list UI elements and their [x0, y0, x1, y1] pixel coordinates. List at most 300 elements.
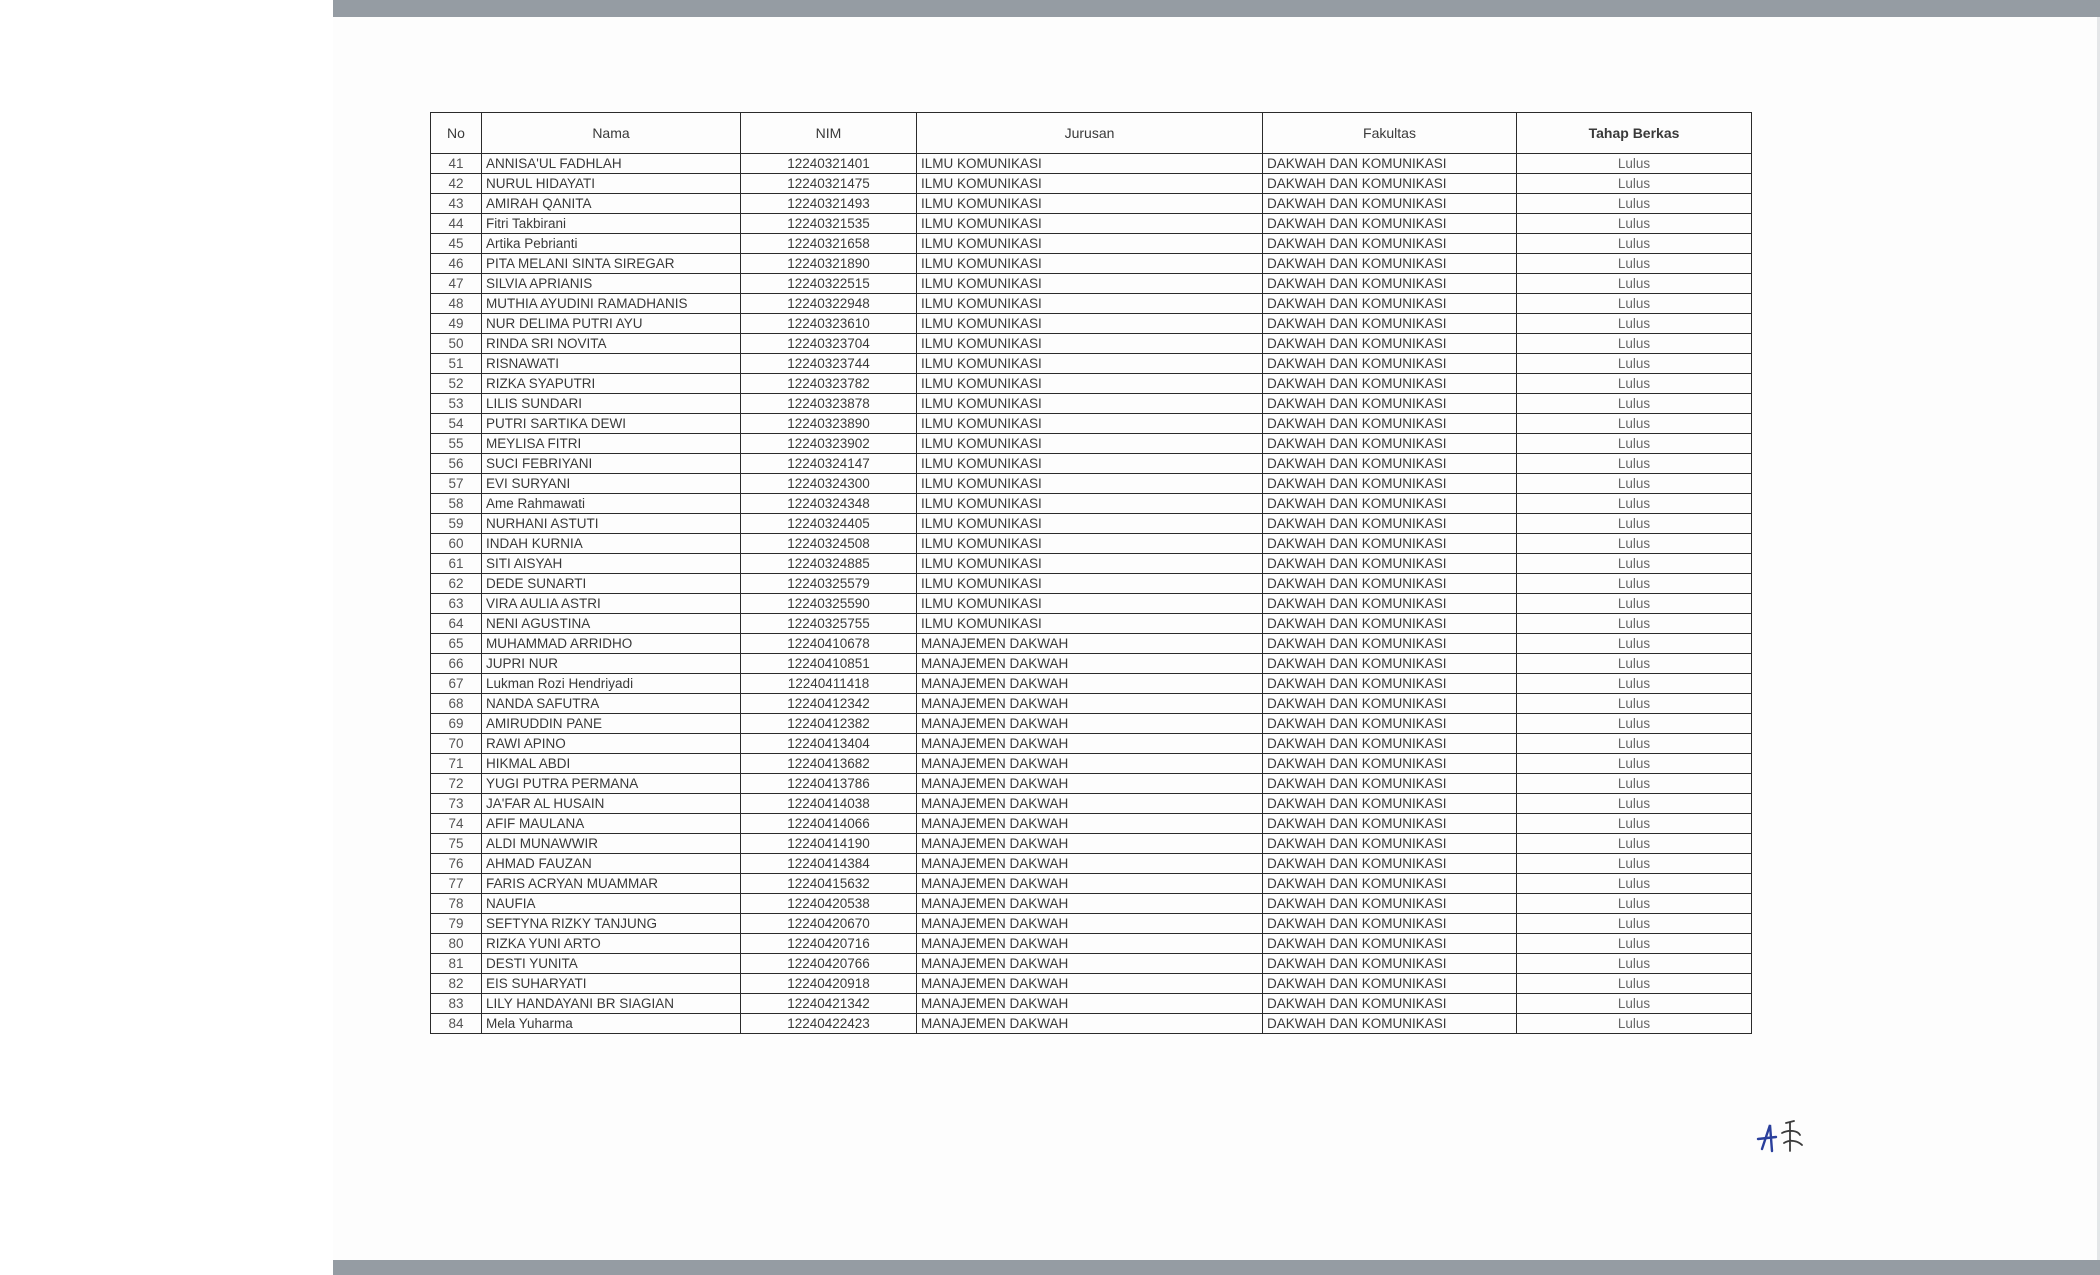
table-row: [431, 774, 1752, 794]
cell-no: 73: [431, 794, 482, 814]
cell-fakultas: DAKWAH DAN KOMUNIKASI: [1263, 294, 1517, 314]
cell-nim: 12240321890: [741, 254, 917, 274]
table-row: [431, 814, 1752, 834]
cell-tahap-berkas: Lulus: [1517, 254, 1752, 274]
cell-tahap-berkas: Lulus: [1517, 814, 1752, 834]
table-row: [431, 1014, 1752, 1034]
cell-nim: 12240321475: [741, 174, 917, 194]
cell-jurusan: ILMU KOMUNIKASI: [917, 514, 1263, 534]
cell-tahap-berkas: Lulus: [1517, 214, 1752, 234]
table-row: [431, 634, 1752, 654]
cell-nim: 12240325579: [741, 574, 917, 594]
cell-fakultas: DAKWAH DAN KOMUNIKASI: [1263, 754, 1517, 774]
cell-nim: 12240415632: [741, 874, 917, 894]
table-row: [431, 254, 1752, 274]
cell-tahap-berkas: Lulus: [1517, 234, 1752, 254]
table-row: [431, 714, 1752, 734]
cell-jurusan: MANAJEMEN DAKWAH: [917, 974, 1263, 994]
cell-tahap-berkas: Lulus: [1517, 494, 1752, 514]
cell-jurusan: MANAJEMEN DAKWAH: [917, 834, 1263, 854]
cell-fakultas: DAKWAH DAN KOMUNIKASI: [1263, 914, 1517, 934]
cell-nim: 12240324348: [741, 494, 917, 514]
cell-tahap-berkas: Lulus: [1517, 434, 1752, 454]
cell-no: 84: [431, 1014, 482, 1034]
cell-nim: 12240323890: [741, 414, 917, 434]
cell-tahap-berkas: Lulus: [1517, 374, 1752, 394]
table-row: [431, 354, 1752, 374]
table-row: [431, 994, 1752, 1014]
cell-tahap-berkas: Lulus: [1517, 734, 1752, 754]
cell-nim: 12240413682: [741, 754, 917, 774]
cell-nim: 12240410851: [741, 654, 917, 674]
cell-fakultas: DAKWAH DAN KOMUNIKASI: [1263, 374, 1517, 394]
cell-jurusan: ILMU KOMUNIKASI: [917, 414, 1263, 434]
cell-nim: 12240324300: [741, 474, 917, 494]
cell-fakultas: DAKWAH DAN KOMUNIKASI: [1263, 314, 1517, 334]
cell-jurusan: ILMU KOMUNIKASI: [917, 194, 1263, 214]
cell-fakultas: DAKWAH DAN KOMUNIKASI: [1263, 334, 1517, 354]
table-row: [431, 974, 1752, 994]
cell-fakultas: DAKWAH DAN KOMUNIKASI: [1263, 454, 1517, 474]
cell-nim: 12240414038: [741, 794, 917, 814]
cell-jurusan: ILMU KOMUNIKASI: [917, 474, 1263, 494]
cell-nama: SUCI FEBRIYANI: [482, 454, 741, 474]
cell-nama: ALDI MUNAWWIR: [482, 834, 741, 854]
cell-nim: 12240412382: [741, 714, 917, 734]
cell-fakultas: DAKWAH DAN KOMUNIKASI: [1263, 554, 1517, 574]
cell-jurusan: MANAJEMEN DAKWAH: [917, 654, 1263, 674]
cell-no: 48: [431, 294, 482, 314]
cell-nim: 12240324885: [741, 554, 917, 574]
cell-tahap-berkas: Lulus: [1517, 774, 1752, 794]
cell-tahap-berkas: Lulus: [1517, 454, 1752, 474]
cell-nama: DEDE SUNARTI: [482, 574, 741, 594]
table-body: [431, 154, 1752, 1034]
cell-fakultas: DAKWAH DAN KOMUNIKASI: [1263, 414, 1517, 434]
cell-nama: RAWI APINO: [482, 734, 741, 754]
cell-tahap-berkas: Lulus: [1517, 174, 1752, 194]
cell-tahap-berkas: Lulus: [1517, 194, 1752, 214]
cell-nim: 12240411418: [741, 674, 917, 694]
cell-jurusan: MANAJEMEN DAKWAH: [917, 934, 1263, 954]
cell-fakultas: DAKWAH DAN KOMUNIKASI: [1263, 974, 1517, 994]
cell-nama: Artika Pebrianti: [482, 234, 741, 254]
cell-nim: 12240420670: [741, 914, 917, 934]
cell-nim: 12240324147: [741, 454, 917, 474]
cell-fakultas: DAKWAH DAN KOMUNIKASI: [1263, 714, 1517, 734]
cell-fakultas: DAKWAH DAN KOMUNIKASI: [1263, 654, 1517, 674]
table-row: [431, 794, 1752, 814]
cell-fakultas: DAKWAH DAN KOMUNIKASI: [1263, 594, 1517, 614]
table-row: [431, 894, 1752, 914]
cell-jurusan: ILMU KOMUNIKASI: [917, 594, 1263, 614]
cell-nim: 12240323782: [741, 374, 917, 394]
cell-nama: Fitri Takbirani: [482, 214, 741, 234]
cell-jurusan: ILMU KOMUNIKASI: [917, 374, 1263, 394]
table-row: [431, 294, 1752, 314]
cell-jurusan: ILMU KOMUNIKASI: [917, 234, 1263, 254]
cell-no: 45: [431, 234, 482, 254]
cell-nama: INDAH KURNIA: [482, 534, 741, 554]
table-row: [431, 514, 1752, 534]
cell-jurusan: MANAJEMEN DAKWAH: [917, 914, 1263, 934]
cell-nama: Lukman Rozi Hendriyadi: [482, 674, 741, 694]
cell-jurusan: ILMU KOMUNIKASI: [917, 214, 1263, 234]
cell-nim: 12240410678: [741, 634, 917, 654]
cell-jurusan: MANAJEMEN DAKWAH: [917, 774, 1263, 794]
cell-nim: 12240414190: [741, 834, 917, 854]
cell-nama: RISNAWATI: [482, 354, 741, 374]
cell-tahap-berkas: Lulus: [1517, 974, 1752, 994]
cell-no: 43: [431, 194, 482, 214]
cell-tahap-berkas: Lulus: [1517, 314, 1752, 334]
cell-nama: LILY HANDAYANI BR SIAGIAN: [482, 994, 741, 1014]
cell-jurusan: MANAJEMEN DAKWAH: [917, 1014, 1263, 1034]
cell-no: 83: [431, 994, 482, 1014]
header-no: No: [431, 113, 482, 154]
cell-fakultas: DAKWAH DAN KOMUNIKASI: [1263, 734, 1517, 754]
cell-fakultas: DAKWAH DAN KOMUNIKASI: [1263, 494, 1517, 514]
cell-fakultas: DAKWAH DAN KOMUNIKASI: [1263, 254, 1517, 274]
cell-nama: LILIS SUNDARI: [482, 394, 741, 414]
cell-no: 71: [431, 754, 482, 774]
cell-no: 44: [431, 214, 482, 234]
cell-nim: 12240414066: [741, 814, 917, 834]
cell-nim: 12240412342: [741, 694, 917, 714]
cell-no: 68: [431, 694, 482, 714]
cell-nim: 12240321658: [741, 234, 917, 254]
cell-nama: VIRA AULIA ASTRI: [482, 594, 741, 614]
cell-nama: AMIRAH QANITA: [482, 194, 741, 214]
cell-nim: 12240324405: [741, 514, 917, 534]
cell-fakultas: DAKWAH DAN KOMUNIKASI: [1263, 194, 1517, 214]
table-row: [431, 334, 1752, 354]
table-row: [431, 594, 1752, 614]
cell-tahap-berkas: Lulus: [1517, 674, 1752, 694]
cell-tahap-berkas: Lulus: [1517, 1014, 1752, 1034]
header-tahap-berkas: Tahap Berkas: [1517, 113, 1752, 154]
cell-nama: NAUFIA: [482, 894, 741, 914]
cell-fakultas: DAKWAH DAN KOMUNIKASI: [1263, 674, 1517, 694]
cell-nim: 12240420918: [741, 974, 917, 994]
cell-jurusan: MANAJEMEN DAKWAH: [917, 854, 1263, 874]
table-header-row: [431, 113, 1752, 154]
table-row: [431, 614, 1752, 634]
table-row: [431, 654, 1752, 674]
table-row: [431, 414, 1752, 434]
cell-tahap-berkas: Lulus: [1517, 794, 1752, 814]
cell-jurusan: MANAJEMEN DAKWAH: [917, 694, 1263, 714]
cell-tahap-berkas: Lulus: [1517, 934, 1752, 954]
cell-fakultas: DAKWAH DAN KOMUNIKASI: [1263, 634, 1517, 654]
scan-bottom-edge: [333, 1260, 2100, 1275]
cell-nim: 12240325590: [741, 594, 917, 614]
cell-nama: NENI AGUSTINA: [482, 614, 741, 634]
cell-jurusan: MANAJEMEN DAKWAH: [917, 754, 1263, 774]
cell-jurusan: ILMU KOMUNIKASI: [917, 274, 1263, 294]
table-row: [431, 194, 1752, 214]
cell-jurusan: MANAJEMEN DAKWAH: [917, 634, 1263, 654]
table-row: [431, 854, 1752, 874]
cell-nama: SEFTYNA RIZKY TANJUNG: [482, 914, 741, 934]
cell-tahap-berkas: Lulus: [1517, 874, 1752, 894]
cell-no: 64: [431, 614, 482, 634]
cell-jurusan: MANAJEMEN DAKWAH: [917, 994, 1263, 1014]
cell-fakultas: DAKWAH DAN KOMUNIKASI: [1263, 874, 1517, 894]
cell-tahap-berkas: Lulus: [1517, 654, 1752, 674]
cell-fakultas: DAKWAH DAN KOMUNIKASI: [1263, 614, 1517, 634]
table-row: [431, 574, 1752, 594]
cell-no: 51: [431, 354, 482, 374]
cell-nama: YUGI PUTRA PERMANA: [482, 774, 741, 794]
cell-no: 46: [431, 254, 482, 274]
cell-fakultas: DAKWAH DAN KOMUNIKASI: [1263, 994, 1517, 1014]
cell-jurusan: ILMU KOMUNIKASI: [917, 354, 1263, 374]
cell-tahap-berkas: Lulus: [1517, 474, 1752, 494]
table-row: [431, 234, 1752, 254]
cell-no: 77: [431, 874, 482, 894]
graduation-table: [430, 112, 1752, 1034]
cell-no: 50: [431, 334, 482, 354]
cell-jurusan: MANAJEMEN DAKWAH: [917, 894, 1263, 914]
cell-nama: RINDA SRI NOVITA: [482, 334, 741, 354]
cell-fakultas: DAKWAH DAN KOMUNIKASI: [1263, 174, 1517, 194]
cell-fakultas: DAKWAH DAN KOMUNIKASI: [1263, 474, 1517, 494]
cell-no: 52: [431, 374, 482, 394]
cell-nama: EIS SUHARYATI: [482, 974, 741, 994]
cell-tahap-berkas: Lulus: [1517, 594, 1752, 614]
cell-jurusan: ILMU KOMUNIKASI: [917, 574, 1263, 594]
table-row: [431, 274, 1752, 294]
cell-no: 56: [431, 454, 482, 474]
cell-tahap-berkas: Lulus: [1517, 914, 1752, 934]
cell-jurusan: ILMU KOMUNIKASI: [917, 554, 1263, 574]
cell-nama: Mela Yuharma: [482, 1014, 741, 1034]
cell-no: 72: [431, 774, 482, 794]
cell-no: 41: [431, 154, 482, 174]
cell-no: 66: [431, 654, 482, 674]
cell-jurusan: MANAJEMEN DAKWAH: [917, 714, 1263, 734]
cell-fakultas: DAKWAH DAN KOMUNIKASI: [1263, 154, 1517, 174]
cell-tahap-berkas: Lulus: [1517, 274, 1752, 294]
cell-nim: 12240322948: [741, 294, 917, 314]
cell-jurusan: MANAJEMEN DAKWAH: [917, 674, 1263, 694]
cell-fakultas: DAKWAH DAN KOMUNIKASI: [1263, 814, 1517, 834]
cell-jurusan: ILMU KOMUNIKASI: [917, 254, 1263, 274]
cell-no: 67: [431, 674, 482, 694]
cell-no: 80: [431, 934, 482, 954]
cell-no: 70: [431, 734, 482, 754]
cell-nama: NANDA SAFUTRA: [482, 694, 741, 714]
cell-nim: 12240321535: [741, 214, 917, 234]
cell-tahap-berkas: Lulus: [1517, 954, 1752, 974]
cell-nim: 12240322515: [741, 274, 917, 294]
cell-jurusan: ILMU KOMUNIKASI: [917, 334, 1263, 354]
cell-fakultas: DAKWAH DAN KOMUNIKASI: [1263, 574, 1517, 594]
cell-no: 59: [431, 514, 482, 534]
cell-tahap-berkas: Lulus: [1517, 334, 1752, 354]
cell-nama: RIZKA SYAPUTRI: [482, 374, 741, 394]
cell-nim: 12240323878: [741, 394, 917, 414]
table-row: [431, 674, 1752, 694]
cell-tahap-berkas: Lulus: [1517, 574, 1752, 594]
cell-nim: 12240421342: [741, 994, 917, 1014]
cell-nama: JUPRI NUR: [482, 654, 741, 674]
cell-no: 49: [431, 314, 482, 334]
cell-tahap-berkas: Lulus: [1517, 614, 1752, 634]
cell-nim: 12240420716: [741, 934, 917, 954]
cell-nama: NURUL HIDAYATI: [482, 174, 741, 194]
cell-nama: EVI SURYANI: [482, 474, 741, 494]
cell-nim: 12240321493: [741, 194, 917, 214]
cell-no: 79: [431, 914, 482, 934]
table-row: [431, 374, 1752, 394]
header-fakultas: Fakultas: [1263, 113, 1517, 154]
cell-tahap-berkas: Lulus: [1517, 754, 1752, 774]
cell-fakultas: DAKWAH DAN KOMUNIKASI: [1263, 694, 1517, 714]
cell-no: 82: [431, 974, 482, 994]
cell-nim: 12240414384: [741, 854, 917, 874]
cell-tahap-berkas: Lulus: [1517, 394, 1752, 414]
cell-fakultas: DAKWAH DAN KOMUNIKASI: [1263, 534, 1517, 554]
cell-jurusan: ILMU KOMUNIKASI: [917, 294, 1263, 314]
cell-tahap-berkas: Lulus: [1517, 714, 1752, 734]
cell-tahap-berkas: Lulus: [1517, 894, 1752, 914]
table-row: [431, 554, 1752, 574]
cell-no: 69: [431, 714, 482, 734]
cell-nim: 12240422423: [741, 1014, 917, 1034]
cell-no: 81: [431, 954, 482, 974]
cell-nim: 12240413404: [741, 734, 917, 754]
table-row: [431, 494, 1752, 514]
cell-tahap-berkas: Lulus: [1517, 854, 1752, 874]
header-nama: Nama: [482, 113, 741, 154]
table-row: [431, 394, 1752, 414]
cell-nama: PUTRI SARTIKA DEWI: [482, 414, 741, 434]
cell-tahap-berkas: Lulus: [1517, 414, 1752, 434]
cell-nama: MUHAMMAD ARRIDHO: [482, 634, 741, 654]
cell-nama: RIZKA YUNI ARTO: [482, 934, 741, 954]
cell-nim: 12240323902: [741, 434, 917, 454]
table-row: [431, 314, 1752, 334]
cell-nama: PITA MELANI SINTA SIREGAR: [482, 254, 741, 274]
cell-jurusan: MANAJEMEN DAKWAH: [917, 814, 1263, 834]
cell-tahap-berkas: Lulus: [1517, 154, 1752, 174]
cell-fakultas: DAKWAH DAN KOMUNIKASI: [1263, 394, 1517, 414]
cell-fakultas: DAKWAH DAN KOMUNIKASI: [1263, 274, 1517, 294]
cell-nim: 12240324508: [741, 534, 917, 554]
cell-fakultas: DAKWAH DAN KOMUNIKASI: [1263, 794, 1517, 814]
cell-fakultas: DAKWAH DAN KOMUNIKASI: [1263, 234, 1517, 254]
cell-fakultas: DAKWAH DAN KOMUNIKASI: [1263, 354, 1517, 374]
cell-tahap-berkas: Lulus: [1517, 294, 1752, 314]
cell-nama: AFIF MAULANA: [482, 814, 741, 834]
cell-tahap-berkas: Lulus: [1517, 634, 1752, 654]
cell-no: 65: [431, 634, 482, 654]
cell-jurusan: ILMU KOMUNIKASI: [917, 534, 1263, 554]
cell-nim: 12240323704: [741, 334, 917, 354]
cell-nama: JA'FAR AL HUSAIN: [482, 794, 741, 814]
cell-fakultas: DAKWAH DAN KOMUNIKASI: [1263, 934, 1517, 954]
cell-nama: MEYLISA FITRI: [482, 434, 741, 454]
header-nim: NIM: [741, 113, 917, 154]
cell-nama: AHMAD FAUZAN: [482, 854, 741, 874]
cell-no: 53: [431, 394, 482, 414]
signature-initials: [1750, 1115, 1810, 1160]
cell-fakultas: DAKWAH DAN KOMUNIKASI: [1263, 214, 1517, 234]
cell-nama: DESTI YUNITA: [482, 954, 741, 974]
cell-nim: 12240420538: [741, 894, 917, 914]
cell-jurusan: ILMU KOMUNIKASI: [917, 394, 1263, 414]
cell-jurusan: ILMU KOMUNIKASI: [917, 154, 1263, 174]
cell-no: 76: [431, 854, 482, 874]
cell-jurusan: MANAJEMEN DAKWAH: [917, 874, 1263, 894]
table-row: [431, 914, 1752, 934]
cell-nama: Ame Rahmawati: [482, 494, 741, 514]
cell-jurusan: MANAJEMEN DAKWAH: [917, 954, 1263, 974]
cell-fakultas: DAKWAH DAN KOMUNIKASI: [1263, 894, 1517, 914]
cell-no: 54: [431, 414, 482, 434]
table-row: [431, 954, 1752, 974]
table-row: [431, 534, 1752, 554]
cell-nim: 12240321401: [741, 154, 917, 174]
cell-tahap-berkas: Lulus: [1517, 834, 1752, 854]
cell-no: 60: [431, 534, 482, 554]
cell-no: 42: [431, 174, 482, 194]
cell-tahap-berkas: Lulus: [1517, 994, 1752, 1014]
cell-nama: MUTHIA AYUDINI RAMADHANIS: [482, 294, 741, 314]
cell-tahap-berkas: Lulus: [1517, 554, 1752, 574]
cell-tahap-berkas: Lulus: [1517, 354, 1752, 374]
cell-nama: NUR DELIMA PUTRI AYU: [482, 314, 741, 334]
cell-jurusan: ILMU KOMUNIKASI: [917, 314, 1263, 334]
cell-fakultas: DAKWAH DAN KOMUNIKASI: [1263, 1014, 1517, 1034]
cell-fakultas: DAKWAH DAN KOMUNIKASI: [1263, 954, 1517, 974]
cell-nim: 12240413786: [741, 774, 917, 794]
table-row: [431, 474, 1752, 494]
table-row: [431, 874, 1752, 894]
cell-nim: 12240325755: [741, 614, 917, 634]
cell-jurusan: ILMU KOMUNIKASI: [917, 454, 1263, 474]
cell-no: 61: [431, 554, 482, 574]
cell-tahap-berkas: Lulus: [1517, 534, 1752, 554]
cell-nama: SILVIA APRIANIS: [482, 274, 741, 294]
cell-fakultas: DAKWAH DAN KOMUNIKASI: [1263, 774, 1517, 794]
cell-tahap-berkas: Lulus: [1517, 514, 1752, 534]
cell-no: 55: [431, 434, 482, 454]
cell-fakultas: DAKWAH DAN KOMUNIKASI: [1263, 434, 1517, 454]
cell-jurusan: ILMU KOMUNIKASI: [917, 434, 1263, 454]
cell-no: 74: [431, 814, 482, 834]
table-row: [431, 934, 1752, 954]
cell-no: 62: [431, 574, 482, 594]
cell-fakultas: DAKWAH DAN KOMUNIKASI: [1263, 854, 1517, 874]
table-row: [431, 174, 1752, 194]
table-row: [431, 734, 1752, 754]
cell-no: 58: [431, 494, 482, 514]
table-row: [431, 214, 1752, 234]
cell-no: 47: [431, 274, 482, 294]
table-row: [431, 694, 1752, 714]
cell-nama: FARIS ACRYAN MUAMMAR: [482, 874, 741, 894]
table-row: [431, 754, 1752, 774]
table-row: [431, 434, 1752, 454]
cell-nama: NURHANI ASTUTI: [482, 514, 741, 534]
cell-nim: 12240420766: [741, 954, 917, 974]
cell-jurusan: ILMU KOMUNIKASI: [917, 494, 1263, 514]
cell-nama: HIKMAL ABDI: [482, 754, 741, 774]
header-jurusan: Jurusan: [917, 113, 1263, 154]
